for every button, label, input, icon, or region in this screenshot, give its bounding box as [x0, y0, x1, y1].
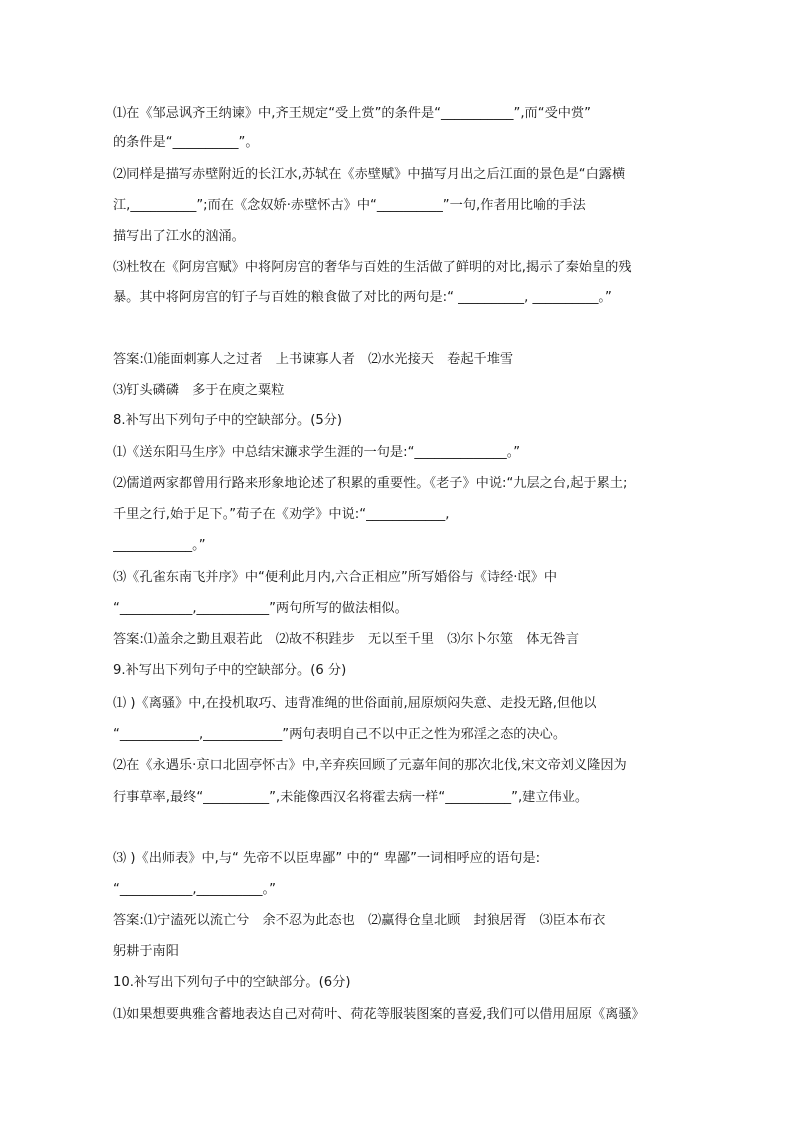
text-line: “___________,__________。” — [113, 882, 276, 897]
text-line: ⑴如果想要典雅含蓄地表达自己对荷叶、荷花等服装图案的喜爱,我们可以借用屈原《离骚》 — [113, 1007, 645, 1022]
text-line: ⑴ )《离骚》中,在投机取巧、违背准绳的世俗面前,屈原烦闷失意、走投无路,但他以 — [113, 696, 597, 711]
question-heading: 10.补写出下列句子中的空缺部分。(6分) — [113, 975, 351, 990]
answer-line: 躬耕于南阳 — [113, 944, 179, 959]
answer-line: 答案:⑴宁溘死以流亡兮 余不忍为此态也 ⑵赢得仓皇北顾 封狼居胥 ⑶臣本布衣 — [113, 913, 606, 928]
text-line: ⑴在《邹忌讽齐王纳谏》中,齐王规定“受上赏”的条件是“___________”,而“受中赏” — [113, 106, 591, 121]
answer-line: 答案:⑴能面刺寡人之过者 上书谏寡人者 ⑵水光接天 卷起千堆雪 — [113, 352, 514, 367]
text-line: ⑶《孔雀东南飞并序》中“便利此月内,六合正相应”所写婚俗与《诗经·氓》中 — [113, 570, 558, 585]
text-line: ⑵儒道两家都曾用行路来形象地论述了积累的重要性。《老子》中说:“九层之台,起于累土; — [113, 476, 628, 491]
question-heading: 9.补写出下列句子中的空缺部分。(6 分) — [113, 663, 347, 678]
answer-line: ⑶钉头磷磷 多于在庾之粟粒 — [113, 383, 285, 398]
text-line: 江,__________”;而在《念奴娇·赤壁怀古》中“__________”一句,作者用比喻的手法 — [113, 198, 586, 213]
text-line: 暴。其中将阿房宫的钉子与百姓的粮食做了对比的两句是:“ __________, __________。” — [113, 290, 612, 305]
text-line: ⑴《送东阳马生序》中总结宋濂求学生涯的一句是:“______________。” — [113, 445, 521, 460]
text-line: ⑶ )《出师表》中,与“ 先帝不以臣卑鄙” 中的“ 卑鄙”一词相呼应的语句是: — [113, 851, 541, 866]
question-heading: 8.补写出下列句子中的空缺部分。(5分) — [113, 413, 343, 428]
text-line: 描写出了江水的汹涌。 — [113, 229, 245, 244]
text-line: “___________,___________”两句所写的做法相似。 — [113, 601, 408, 616]
text-line: 行事草率,最终“__________”,未能像西汉名将霍去病一样“__________”,建立伟业。 — [113, 790, 589, 805]
text-line: “____________,____________”两句表明自己不以中正之性为邪淫之态的决心。 — [113, 727, 567, 742]
text-line: ⑶杜牧在《阿房宫赋》中将阿房宫的奢华与百姓的生活做了鲜明的对比,揭示了秦始皇的残 — [113, 260, 632, 275]
text-line: ____________。” — [113, 538, 206, 553]
answer-line: 答案:⑴盖余之勤且艰若此 ⑵故不积跬步 无以至千里 ⑶尔卜尔筮 体无咎言 — [113, 632, 580, 647]
text-line: ⑵在《永遇乐·京口北固亭怀古》中,辛弃疾回顾了元嘉年间的那次北伐,宋文帝刘义隆因为 — [113, 758, 627, 773]
text-line: 的条件是“__________”。 — [113, 135, 259, 150]
text-line: 千里之行,始于足下。”荀子在《劝学》中说:“____________, — [113, 507, 450, 522]
text-line: ⑵同样是描写赤壁附近的长江水,苏轼在《赤壁赋》中描写月出之后江面的景色是“白露横 — [113, 167, 626, 182]
